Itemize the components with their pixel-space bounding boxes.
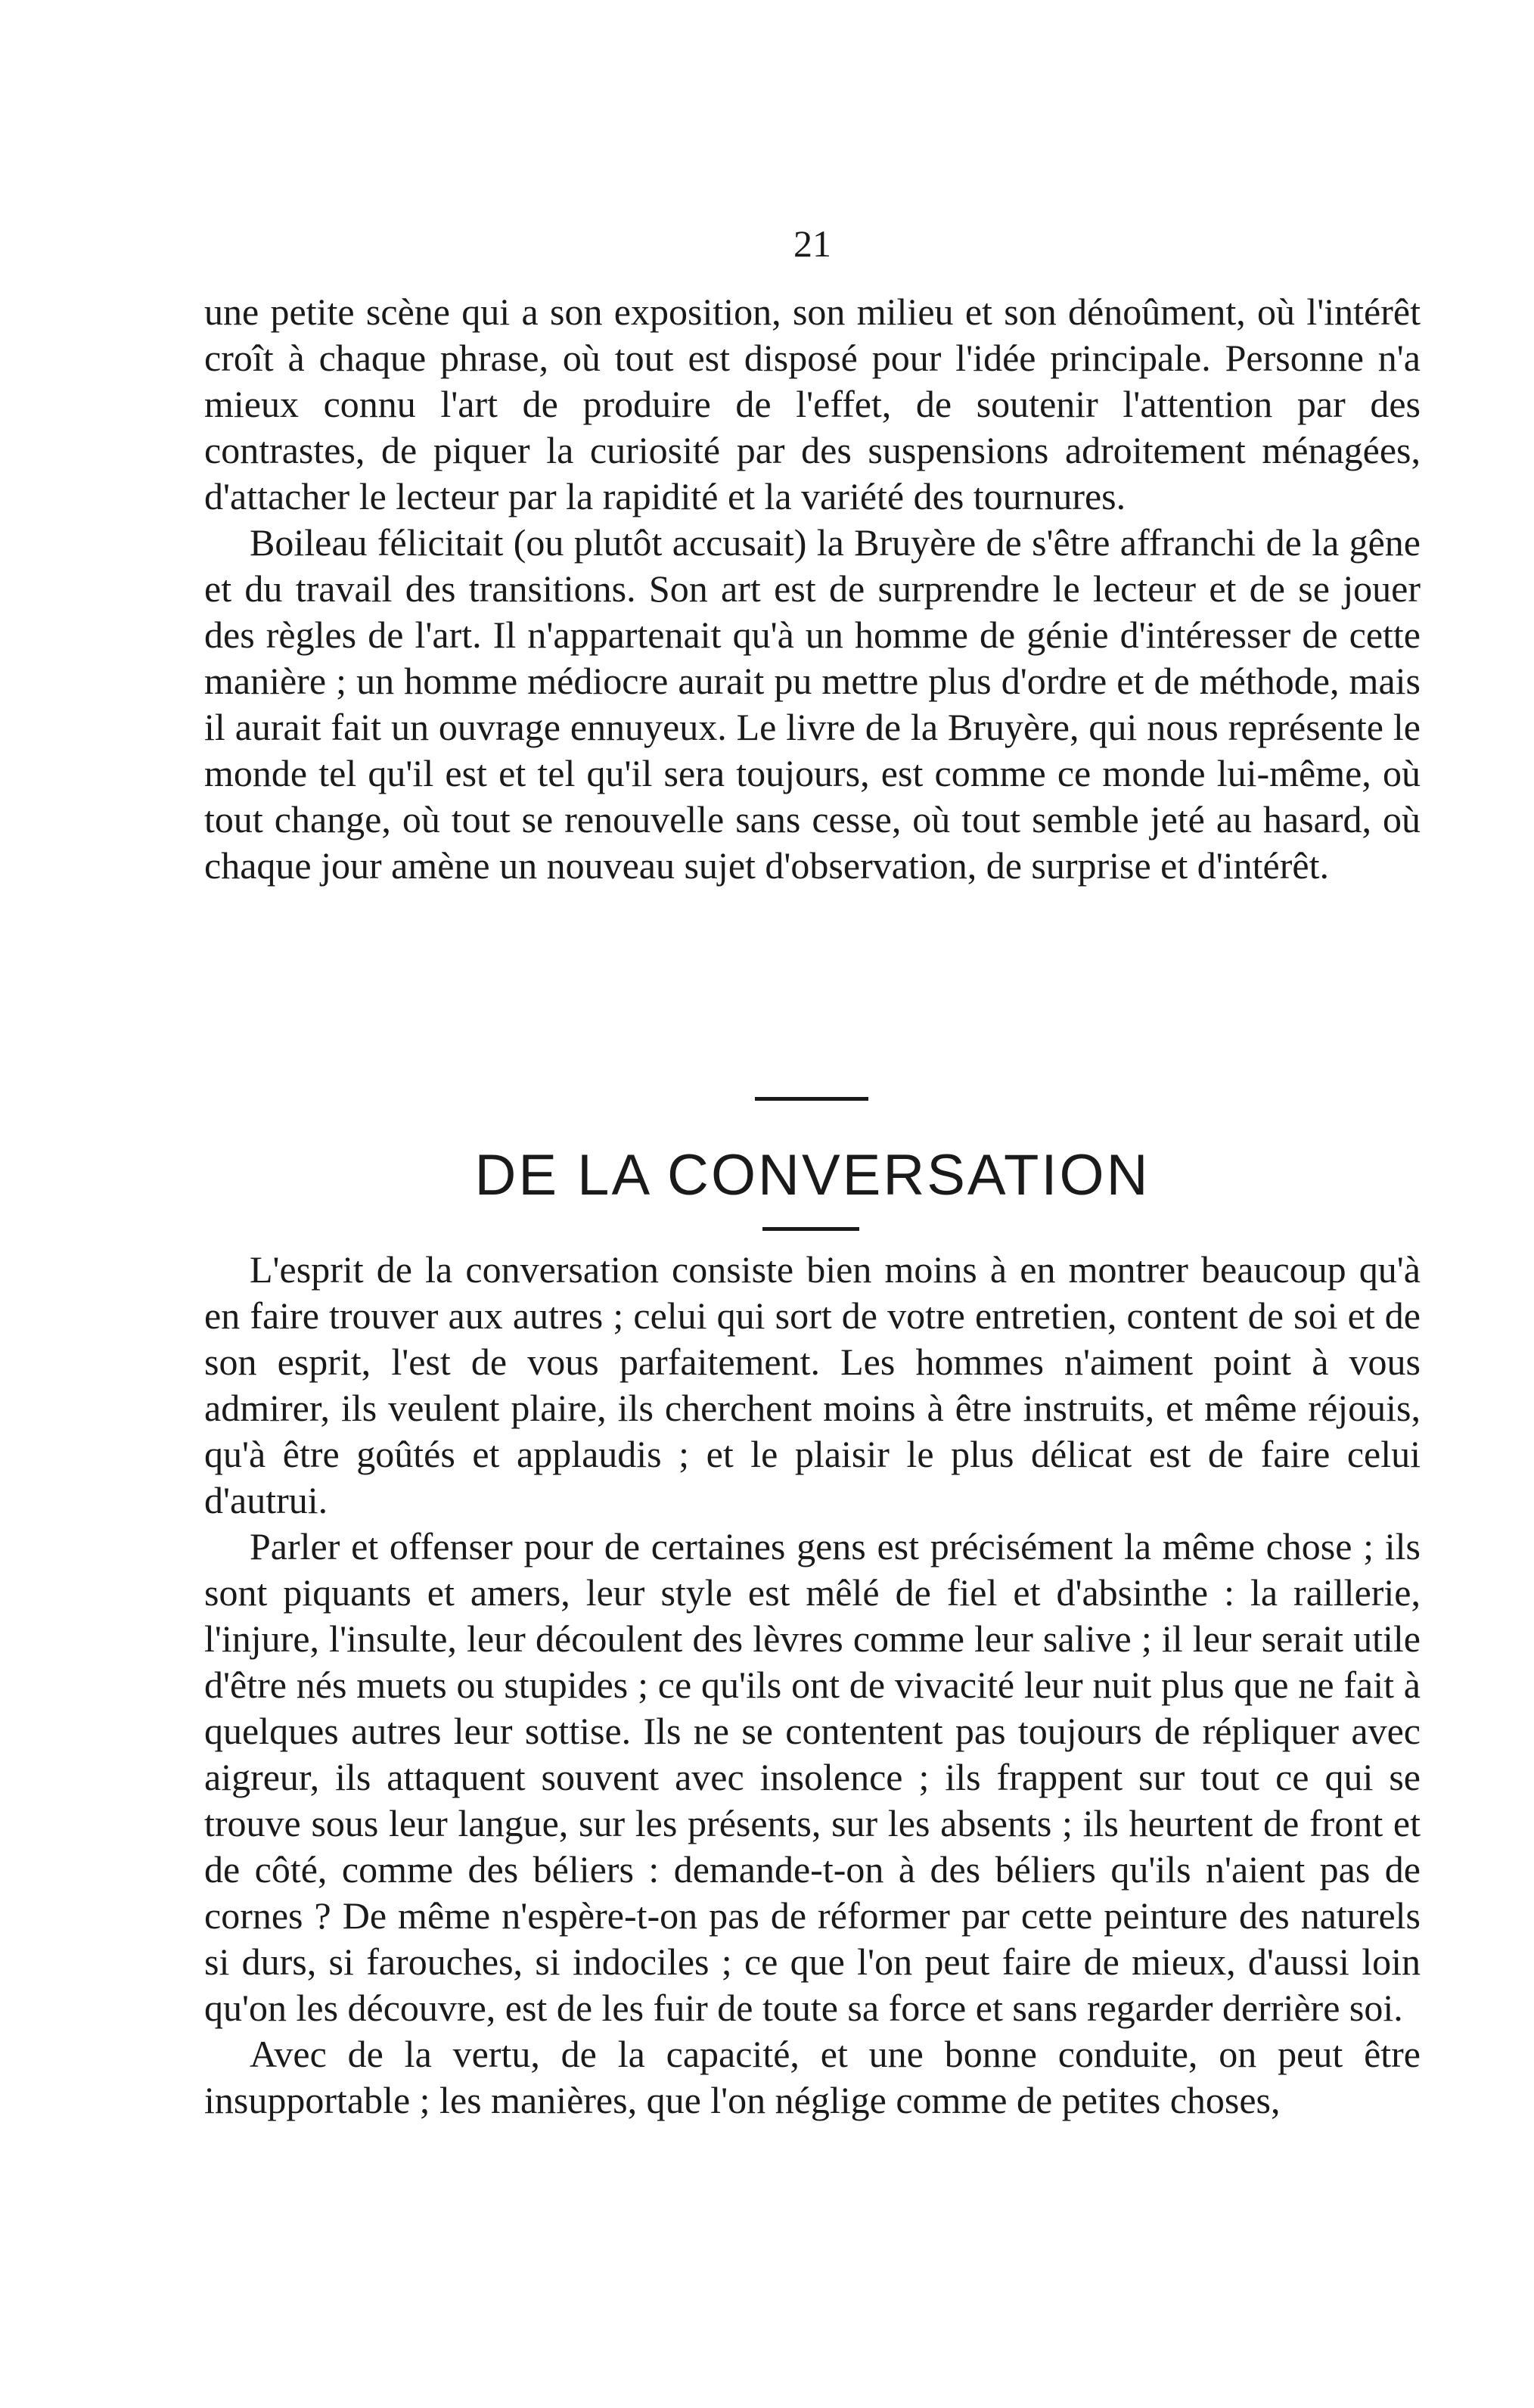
previous-chapter-text (204, 289, 1421, 889)
section-title: DE LA CONVERSATION (474, 1143, 1150, 1207)
paragraph: Avec de la vertu, de la capacité, et une bonne conduite, on peut être insupportable ; les manières, que l'on néglige comme de petites choses, (204, 2033, 1421, 2121)
section-divider-top (755, 1097, 868, 1101)
paragraph: Boileau félicitait (ou plutôt accusait) la Bruyère de s'être affranchi de la gêne et du travail des transitions. Son art est de surprendre le lecteur et de se jouer des règles de l'art. Il n'appartenait qu'à un homme de génie d'intéresser de cette manière ; un homme médiocre aurait pu mettre plus d'ordre et de méthode, mais il aurait fait un ouvrage ennuyeux. Le livre de la Bruyère, qui nous représente le monde tel qu'il est et tel qu'il sera toujours, est comme ce monde lui-même, où tout change, où tout se renouvelle sans cesse, où tout semble jeté au hasard, où chaque jour amène un nouveau sujet d'observation, de surprise et d'intérêt. (204, 521, 1421, 887)
paragraph: une petite scène qui a son exposition, son milieu et son dénoûment, où l'intérêt croît à chaque phrase, où tout est disposé pour l'idée principale. Personne n'a mieux connu l'art de produire de l'effet, de soutenir l'attention par des contrastes, de piquer la curiosité par des suspensions adroitement ménagées, d'attacher le lecteur par la rapidité et la variété des tournures. (204, 291, 1421, 517)
page-number: 21 (793, 222, 831, 265)
section-divider-bottom (762, 1227, 859, 1231)
paragraph: Parler et offenser pour de certaines gens est précisément la même chose ; ils sont piquants et amers, leur style est mêlé de fiel et d'absinthe : la raillerie, l'injure, l'insulte, leur découlent des lèvres comme leur salive ; il leur serait utile d'être nés muets ou stupides ; ce qu'ils ont de vivacité leur nuit plus que ne fait à quelques autres leur sottise. Ils ne se contentent pas toujours de répliquer avec aigreur, ils attaquent souvent avec insolence ; ils frappent sur tout ce qui se trouve sous leur langue, sur les présents, sur les absents ; ils heurtent de front et de côté, comme des béliers : demande-t-on à des béliers qu'ils n'aient pas de cornes ? De même n'espère-t-on pas de réformer par cette peinture des naturels si durs, si farouches, si indociles ; ce que l'on peut faire de mieux, d'aussi loin qu'on les découvre, est de les fuir de toute sa force et sans regarder derrière soi. (204, 1525, 1421, 2029)
section-body (204, 1247, 1421, 2124)
paragraph: L'esprit de la conversation consiste bien moins à en montrer beaucoup qu'à en faire trouver aux autres ; celui qui sort de votre entretien, content de soi et de son esprit, l'est de vous parfaitement. Les hommes n'aiment point à vous admirer, ils veulent plaire, ils cherchent moins à être instruits, et même réjouis, qu'à être goûtés et applaudis ; et le plaisir le plus délicat est de faire celui d'autrui. (204, 1248, 1421, 1521)
